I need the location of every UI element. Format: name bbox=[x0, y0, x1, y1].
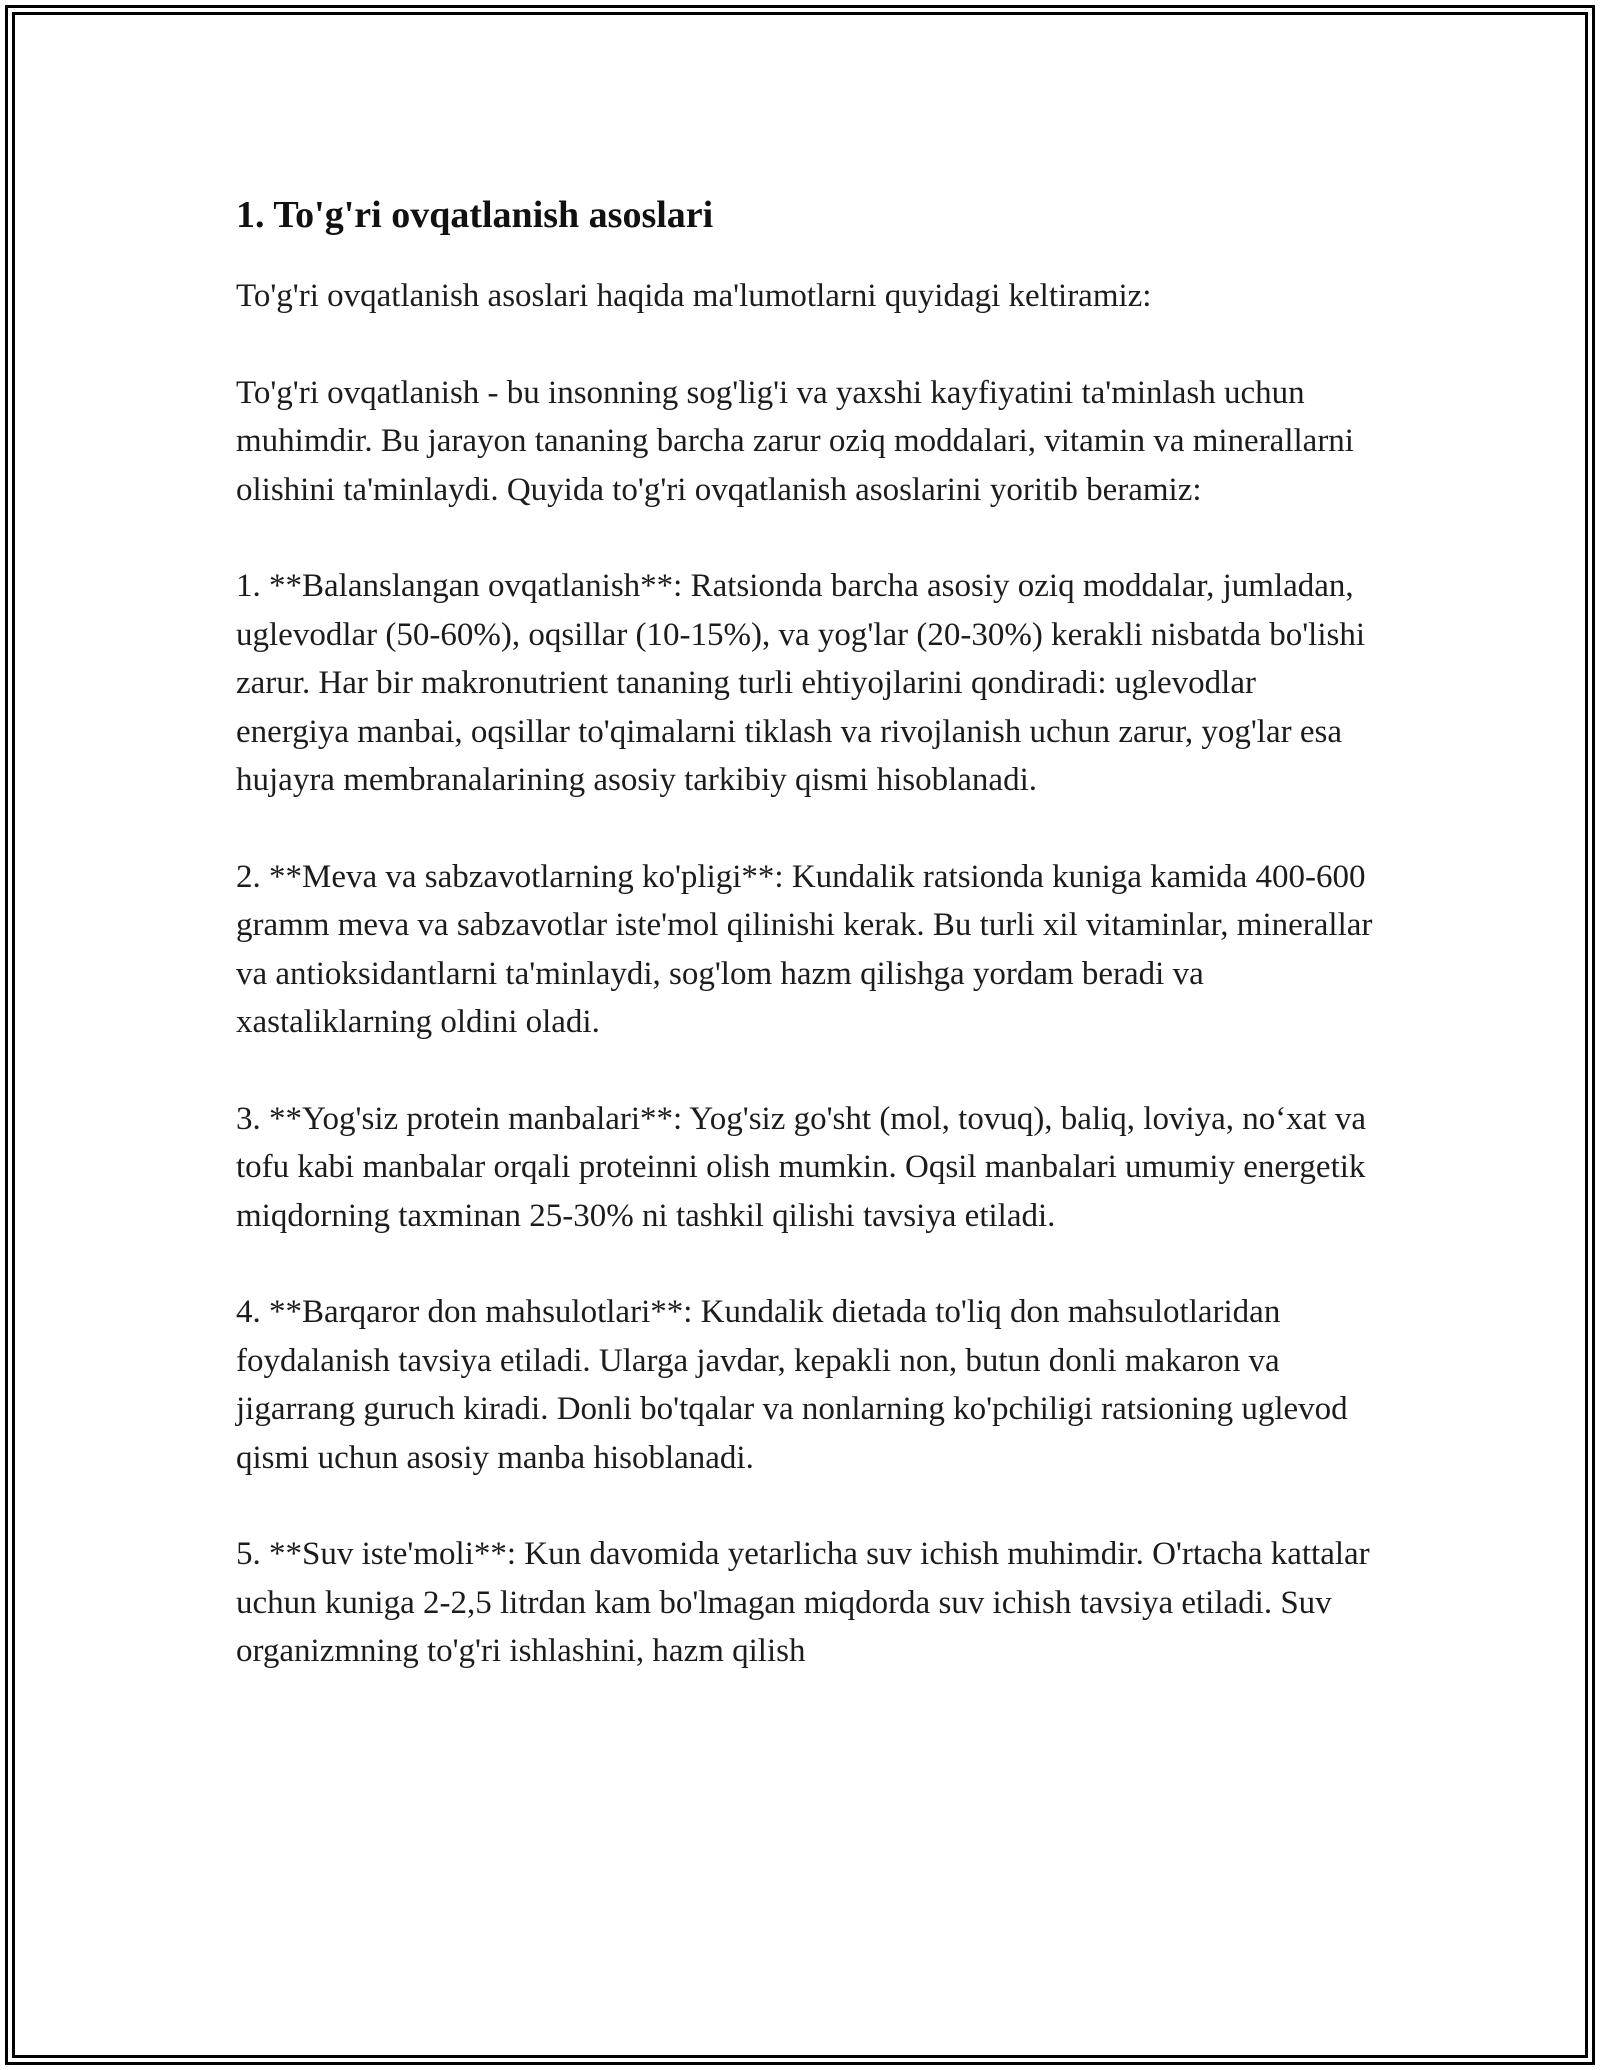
section-title: 1. To'g'ri ovqatlanish asoslari bbox=[236, 194, 714, 236]
document-body bbox=[236, 180, 1376, 1724]
point-balanced-nutrition: 1. **Balanslangan ovqatlanish**: Ratsionda barcha asosiy oziq moddalar, jumladan, uglevodlar (50-60%), oqsillar (10-15%), va yog'lar (20-30%) kerakli nisbatda bo'lishi zarur. Har bir makronutrient tananing turli ehtiyojlarini qondiradi: uglevodlar energiya manbai, oqsillar to'qimalarni tiklash va rivojlanish uchun zarur, yog'lar esa hujayra membranalarining asosiy tarkibiy qismi hisoblanadi. bbox=[236, 568, 1366, 798]
point-whole-grains: 4. **Barqaror don mahsulotlari**: Kundalik dietada to'liq don mahsulotlaridan foydalanish tavsiya etiladi. Ularga javdar, kepakli non, butun donli makaron va jigarrang guruch kiradi. Donli bo'tqalar va nonlarning ko'pchiligi ratsioning uglevod qismi uchun asosiy manba hisoblanadi. bbox=[236, 1294, 1348, 1476]
point-lean-protein: 3. **Yog'siz protein manbalari**: Yog'siz go'sht (mol, tovuq), baliq, loviya, no‘xat va tofu kabi manbalar orqali proteinni olish mumkin. Oqsil manbalari umumiy energetik miqdorning taxminan 25-30% ni tashkil qilishi tavsiya etiladi. bbox=[236, 1100, 1366, 1234]
point-fruits-vegetables: 2. **Meva va sabzavotlarning ko'pligi**: Kundalik ratsionda kuniga kamida 400-600 gramm meva va sabzavotlar iste'mol qilinishi kerak. Bu turli xil vitaminlar, minerallar va antioksidantlarni ta'minlaydi, sog'lom hazm qilishga yordam beradi va xastaliklarning oldini oladi. bbox=[236, 858, 1373, 1040]
overview-paragraph: To'g'ri ovqatlanish - bu insonning sog'lig'i va yaxshi kayfiyatini ta'minlash uchun muhimdir. Bu jarayon tananing barcha zarur oziq moddalari, vitamin va minerallarni olishini ta'minlaydi. Quyida to'g'ri ovqatlanish asoslarini yoritib beramiz: bbox=[236, 374, 1354, 508]
intro-paragraph: To'g'ri ovqatlanish asoslari haqida ma'lumotlarni quyidagi keltiramiz: bbox=[236, 278, 1152, 314]
point-water-intake: 5. **Suv iste'moli**: Kun davomida yetarlicha suv ichish muhimdir. O'rtacha kattalar uchun kuniga 2-2,5 litrdan kam bo'lmagan miqdorda suv ichish tavsiya etiladi. Suv organizmning to'g'ri ishlashini, hazm qilish bbox=[236, 1536, 1370, 1669]
